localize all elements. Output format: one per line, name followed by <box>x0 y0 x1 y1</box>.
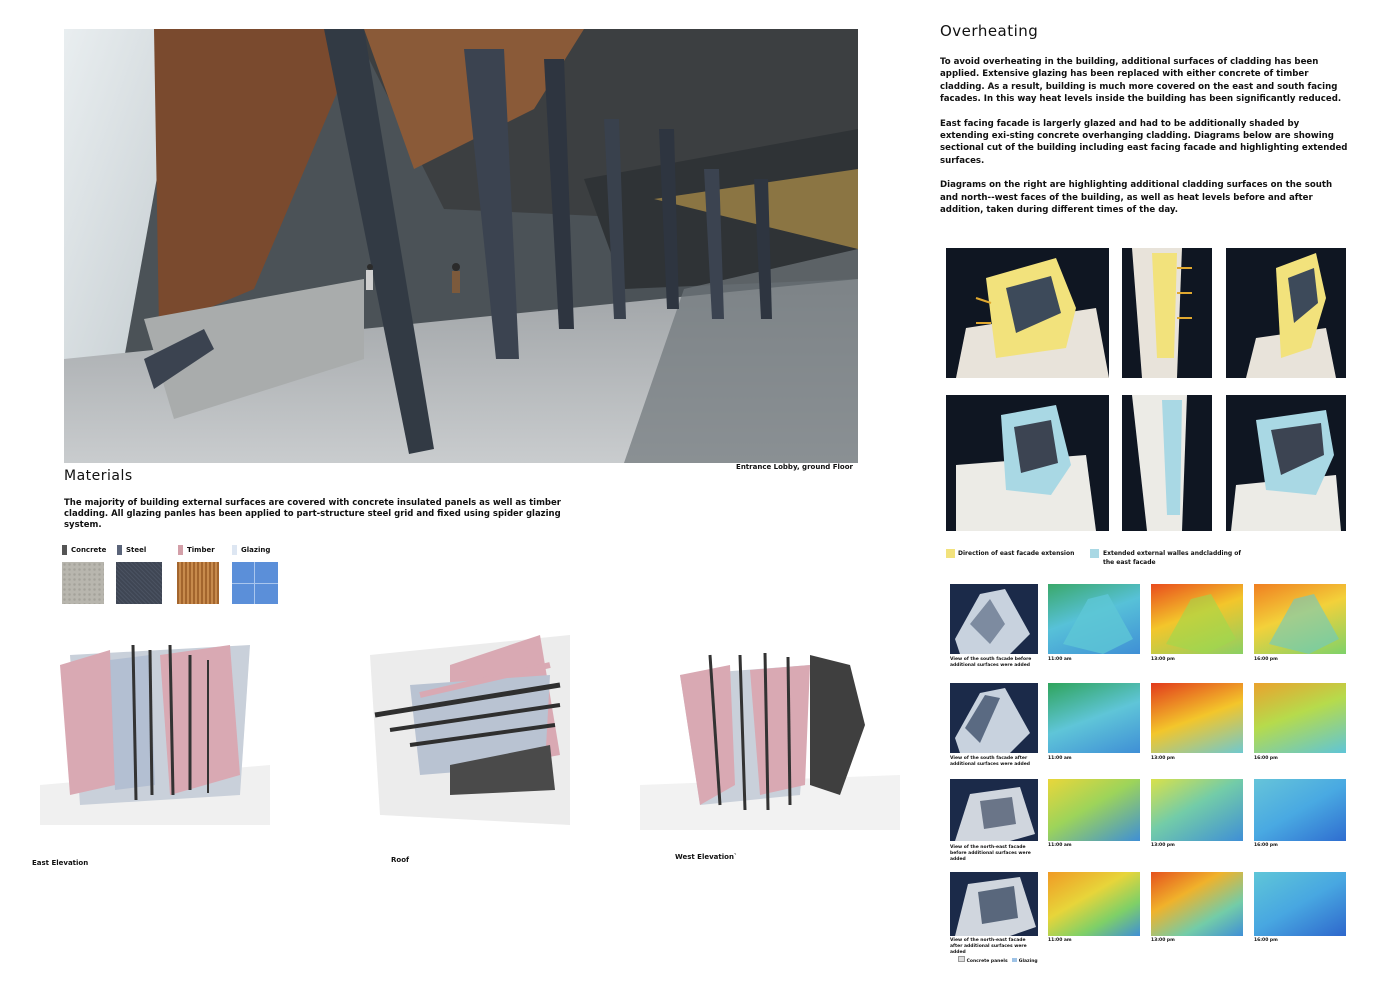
heatmap-row3-time3 <box>1254 779 1346 841</box>
concrete-dot <box>62 545 67 555</box>
overheating-paragraph-2: East facing facade is largerly glazed and had to be additionally shaded by extending exi-sting concrete overhanging cladding. Diagrams below are showing sectional cut of the building including east facing facade and highlighting extended surfaces. <box>940 118 1348 166</box>
east-extension-swatch <box>946 549 955 558</box>
materials-heading: Materials <box>64 468 133 484</box>
heatmap-grid <box>950 584 1350 968</box>
heatmap-row3-view <box>950 779 1038 841</box>
extended-walls-swatch <box>1090 549 1099 558</box>
steel-swatch <box>116 562 162 604</box>
material-steel <box>117 545 146 555</box>
heatmap-row4-view <box>950 872 1038 936</box>
extended-walls-label: Extended external walles andcladding of the east facade <box>1103 550 1241 566</box>
glazing-label: Glazing <box>241 546 271 554</box>
heatmap-row1-view <box>950 584 1038 654</box>
concrete-panels-swatch <box>958 956 965 962</box>
heatmap-row1-time3 <box>1254 584 1346 654</box>
overheating-paragraph-1: To avoid overheating in the building, additional surfaces of cladding has been applied. Extensive glazing has been replaced with either concrete of timber cladding. As a result, building is much more covered on the east and south facing facades. In this way heat levels inside the building has been significantly reduced. <box>940 57 1342 105</box>
concrete-panels-label: Concrete panels <box>966 959 1008 964</box>
material-concrete <box>62 545 106 555</box>
heatmap-row2-time1 <box>1048 683 1140 753</box>
east-extension-label: Direction of east facade extension <box>958 550 1075 557</box>
glazing-footer-swatch <box>1012 958 1017 962</box>
heatmap-row1-time2 <box>1151 584 1243 654</box>
extended-cladding-diagram-3 <box>1226 395 1346 531</box>
heatmap-row1-time2-label: 13:00 pm <box>1151 657 1175 662</box>
heatmap-row2-time3-label: 16:00 pm <box>1254 756 1278 761</box>
material-glazing <box>232 545 270 555</box>
lobby-photo <box>64 29 858 463</box>
heatmap-row1-time1-label: 11:00 am <box>1048 657 1072 662</box>
heatmap-row2-view <box>950 683 1038 753</box>
steel-dot <box>117 545 122 555</box>
west-elevation-drawing <box>640 645 900 830</box>
heatmap-row4-time1-label: 11:00 am <box>1048 938 1072 943</box>
overheating-paragraph-3: Diagrams on the right are highlighting additional cladding surfaces on the south and north--west faces of the building, as well as heat levels before and after addition, taken during different times of the day. <box>940 180 1333 216</box>
timber-dot <box>178 545 183 555</box>
extended-cladding-diagram-1 <box>946 395 1109 531</box>
heatmap-row2-time2-label: 13:00 pm <box>1151 756 1175 761</box>
heatmap-row3-time1 <box>1048 779 1140 841</box>
heatmap-row4-time2-label: 13:00 pm <box>1151 938 1175 943</box>
concrete-label: Concrete <box>71 546 107 554</box>
concrete-swatch <box>62 562 104 604</box>
heatmap-row3-time1-label: 11:00 am <box>1048 843 1072 848</box>
heatmap-row4-time3-label: 16:00 pm <box>1254 938 1278 943</box>
east-facade-extension-diagram-2 <box>1122 248 1212 378</box>
extended-cladding-diagram-2 <box>1122 395 1212 531</box>
heatmap-footer <box>958 956 1108 965</box>
overheating-heading: Overheating <box>940 22 1039 40</box>
glazing-footer-label: Glazing <box>1018 959 1038 964</box>
east-elevation-label: East Elevation <box>32 859 89 867</box>
heatmap-row1-caption: View of the south facade before additional surfaces were added <box>950 657 1032 668</box>
heatmap-row2-caption: View of the south facade after additional surfaces were added <box>950 756 1031 767</box>
materials-legend <box>62 545 302 609</box>
material-timber <box>178 545 215 555</box>
heatmap-row4-time2 <box>1151 872 1243 936</box>
roof-drawing <box>370 635 570 825</box>
overheating-text <box>940 56 1350 216</box>
glazing-dot <box>232 545 237 555</box>
east-elevation-drawing <box>40 635 270 825</box>
materials-text: The majority of building external surfaces are covered with concrete insulated panels as well as timber cladding. All glazing panles has been applied to part-structure steel grid and fixed using spider glazing system. <box>64 498 561 530</box>
roof-label: Roof <box>391 856 410 864</box>
heatmap-row3-time2-label: 13:00 pm <box>1151 843 1175 848</box>
heatmap-row1-time1 <box>1048 584 1140 654</box>
heatmap-row2-time2 <box>1151 683 1243 753</box>
east-facade-extension-diagram-3 <box>1226 248 1346 378</box>
heatmap-row3-time3-label: 16:00 pm <box>1254 843 1278 848</box>
timber-swatch <box>177 562 219 604</box>
timber-label: Timber <box>187 546 215 554</box>
east-facade-extension-diagram-1 <box>946 248 1109 378</box>
steel-label: Steel <box>126 546 147 554</box>
heatmap-row2-time1-label: 11:00 am <box>1048 756 1072 761</box>
photo-caption: Entrance Lobby, ground Floor <box>736 463 853 471</box>
heatmap-row1-time3-label: 16:00 pm <box>1254 657 1278 662</box>
heatmap-row4-time3 <box>1254 872 1346 936</box>
west-elevation-label: West Elevation` <box>675 853 738 861</box>
heatmap-row3-caption: View of the north-east facade before additional surfaces were added <box>950 845 1031 862</box>
heatmap-row3-time2 <box>1151 779 1243 841</box>
glazing-swatch <box>232 562 278 604</box>
heatmap-row4-time1 <box>1048 872 1140 936</box>
heatmap-row2-time3 <box>1254 683 1346 753</box>
heatmap-row4-caption: View of the north-east facade after additional surfaces were added <box>950 938 1027 955</box>
facade-legend <box>946 549 1346 571</box>
